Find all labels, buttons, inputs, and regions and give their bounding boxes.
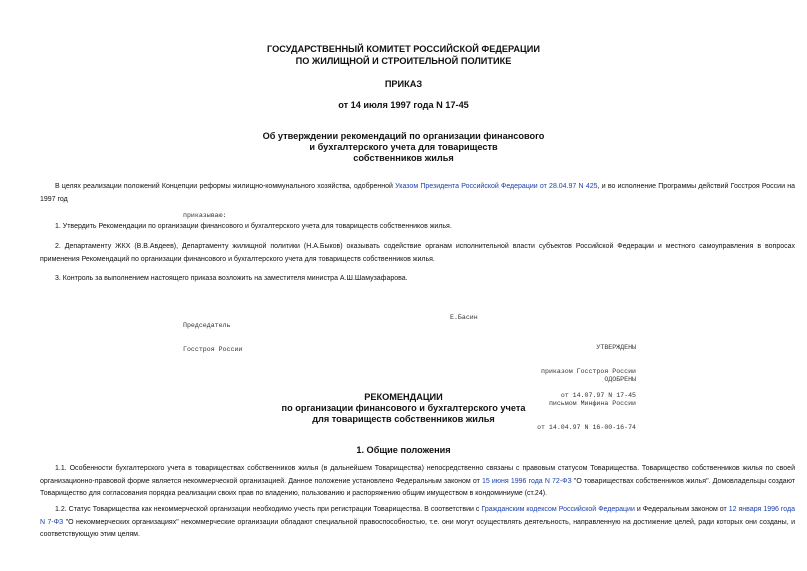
approved-line-3: от 14.07.97 N 17-45 [560,392,636,399]
issuer-line-1: ГОСУДАРСТВЕННЫЙ КОМИТЕТ РОССИЙСКОЙ ФЕДЕРАЦИИ [267,44,540,54]
document-title-line-2: и бухгалтерского учета для товариществ [309,142,498,152]
approved-line-2: приказом Госстроя России [541,368,636,375]
recommendations-title-3: для товариществ собственников жилья [312,414,495,424]
item-2-paragraph [40,241,795,266]
intro-text-after: , и во исполнение Программы действий Госстроя России на 1997 год [40,183,795,203]
item-3-text: 3. Контроль за выполнением настоящего приказа возложить на заместителя министра А.Ш.Шамузафарова. [55,275,408,282]
item-3-paragraph [40,273,795,286]
item-2-text: 2. Департаменту ЖКХ (В.В.Авдеев), Департаменту жилищной политики (Н.А.Быков) оказывать содействие органам исполнительной власти субъектов Российской Федерации и местного самоуправления в вопросах применения Рекомендаций по организации финансового и бухгалтерского учета для товариществ собственников жилья. [40,243,795,263]
agreed-line-2: письмом Минфина России [548,400,636,407]
item-1-paragraph [40,221,795,234]
clause-1-2-text-after: "О некоммерческих организациях" некоммерческие организации обладают специальной правоспособностью, т.е. они могут осуществлять деятельность, направленную на достижение целей, ради которых они созданы, и соответствующую этим целям. [40,518,795,539]
agreed-line-3: от 14.04.97 N 16-00-16-74 [537,424,636,431]
clause-1-2-text-before: 1.2. Статус Товарищества как некоммерческой организации необходимо учесть при регистрации Товарищества. В соответствии с [55,506,482,513]
federal-law-72-link[interactable]: 15 июня 1996 года N 72-ФЗ [481,477,572,485]
civil-code-link[interactable]: Гражданским кодексом Российской Федерации [481,506,635,513]
federal-law-7-link[interactable]: 12 января 1996 года N 7-ФЗ [40,506,796,526]
document-type: ПРИКАЗ [384,79,423,89]
document-title-line-3: собственников жилья [353,153,454,163]
document-date-number: от 14 июля 1997 года N 17-45 [338,100,469,110]
recommendations-title-1: РЕКОМЕНДАЦИИ [364,392,443,402]
agreed-line-1: ОДОБРЕНЫ [604,376,636,383]
signature-position [183,306,242,370]
clause-1-1-paragraph [40,463,795,501]
item-1-text: 1. Утвердить Рекомендации по организации финансового и бухгалтерского учета для товариществ собственников жилья. [55,223,452,230]
issuer-line-2: ПО ЖИЛИЩНОЙ И СТРОИТЕЛЬНОЙ ПОЛИТИКЕ [295,56,512,66]
section-1-heading: 1. Общие положения [356,445,451,455]
clause-1-2-paragraph [40,504,795,542]
signature-position-line-2: Госстроя России [183,346,243,353]
intro-text-before: В целях реализации положений Концепции реформы жилищно-коммунального хозяйства, одобренной [55,183,396,190]
recommendations-title-2: по организации финансового и бухгалтерского учета [281,403,526,413]
approved-line-1: УТВЕРЖДЕНЫ [596,344,636,351]
document-title-line-1: Об утверждении рекомендаций по организации финансового [262,131,545,141]
clause-1-1-text-before: 1.1. Особенности бухгалтерского учета в товариществах собственников жилья (в дальнейшем Товарищества) непосредственно связаны с правовым статусом Товарищества. Товарищество собственников жилья по своей организационно-правовой форме является некоммерческой организацией. Данное положение установлено Федеральным законом от [40,465,795,485]
intro-paragraph [40,181,795,206]
order-word: приказываю: [183,212,227,219]
signature-name: Е.Басин [450,314,478,321]
clause-1-2-text-mid: и Федеральным законом от [634,506,729,513]
clause-1-1-text-after: "О товариществах собственников жилья". Домовладельцы создают Товарищество для согласования порядка реализации своих прав по владению, пользованию и распоряжению общим имуществом в кондоминиуме (ст.24). [40,477,795,498]
presidential-decree-link[interactable]: Указом Президента Российской Федерации от 28.04.97 N 425 [395,183,598,190]
signature-position-line-1: Председатель [183,322,231,329]
